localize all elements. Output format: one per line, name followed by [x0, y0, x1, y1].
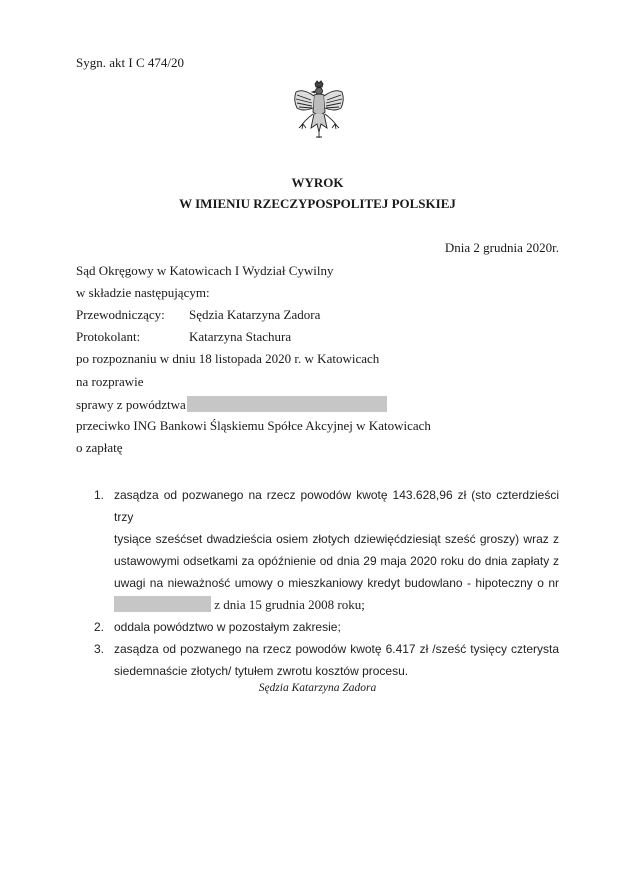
item-line: zasądza od pozwanego na rzecz powodów kwotę 6.417 zł /sześć tysięcy czterysta — [114, 642, 559, 656]
verdict-title: WYROK — [291, 175, 344, 190]
plaintiff-row — [76, 396, 387, 413]
hearing-info: po rozpoznaniu w dniu 18 listopada 2020 r. w Katowicach — [76, 351, 380, 366]
item-line: ustawowymi odsetkami za opóźnienie od dnia 29 maja 2020 roku do dnia zapłaty z — [114, 554, 559, 568]
item-line: siedemnaście złotych/ tytułem zwrotu kosztów procesu. — [114, 664, 409, 678]
item-line: zasądza od pozwanego na rzecz powodów kwotę 143.628,96 zł (sto czterdzieści trzy — [114, 488, 559, 524]
verdict-item-3 — [94, 638, 559, 682]
verdict-subtitle: W IMIENIU RZECZYPOSPOLITEJ POLSKIEJ — [179, 196, 456, 211]
item-line — [114, 594, 559, 616]
verdict-date: Dnia 2 grudnia 2020r. — [444, 240, 559, 255]
verdict-item-1 — [94, 484, 559, 616]
case-signature: Sygn. akt I C 474/20 — [76, 55, 184, 70]
presiding-judge-row — [76, 307, 320, 323]
clerk-label: Protokolant: — [76, 329, 141, 344]
presiding-label: Przewodniczący: — [76, 307, 165, 322]
item-line: tysiące sześćset dwadzieścia osiem złotych dziewięćdziesiąt sześć groszy) wraz z — [114, 532, 559, 546]
claim-prefix: sprawy z powództwa — [76, 397, 186, 412]
presiding-value: Sędzia Katarzyna Zadora — [189, 307, 321, 322]
item-line: uwagi na nieważność umowy o mieszkaniowy kredyt budowlano - hipoteczny o nr — [114, 576, 559, 590]
item-tail: z dnia 15 grudnia 2008 roku; — [214, 597, 365, 612]
item-number: 3. — [94, 642, 105, 656]
session-type: na rozprawie — [76, 374, 144, 389]
defendant-row: przeciwko ING Bankowi Śląskiemu Spółce Akcyjnej w Katowicach — [76, 418, 431, 433]
verdict-item-2 — [94, 616, 559, 638]
clerk-row — [76, 329, 291, 345]
judge-signature: Sędzia Katarzyna Zadora — [258, 682, 377, 694]
polish-eagle-emblem-icon — [291, 80, 347, 142]
item-line: oddala powództwo w pozostałym zakresie; — [114, 620, 341, 634]
redacted-contract-number — [114, 596, 211, 612]
item-number: 1. — [94, 488, 105, 502]
case-subject: o zapłatę — [76, 440, 123, 455]
item-number: 2. — [94, 620, 105, 634]
redacted-plaintiff — [187, 396, 387, 412]
clerk-value: Katarzyna Stachura — [189, 329, 292, 344]
court-name: Sąd Okręgowy w Katowicach I Wydział Cywilny — [76, 263, 334, 278]
composition-label: w składzie następującym: — [76, 285, 210, 300]
verdict-items — [94, 484, 559, 682]
